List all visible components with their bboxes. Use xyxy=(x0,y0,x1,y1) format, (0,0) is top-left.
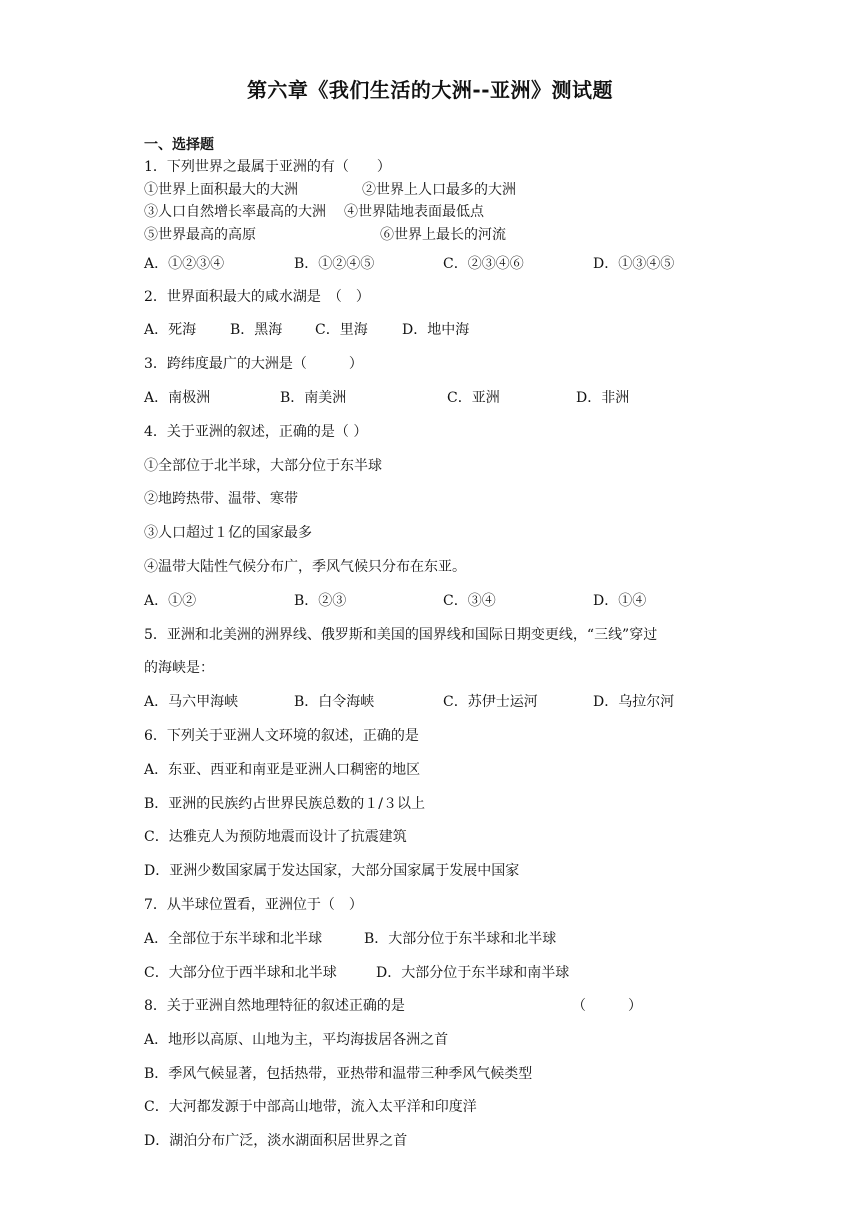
option: B．亚洲的民族约占世界民族总数的１/３以上 xyxy=(144,796,426,812)
q4-statement: ④温带大陆性气候分布广，季风气候只分布在东亚。 xyxy=(144,559,466,575)
option: D．地中海 xyxy=(402,322,470,338)
option: A．马六甲海峡 xyxy=(144,694,239,710)
option: A．地形以高原、山地为主，平均海拔居各洲之首 xyxy=(144,1032,449,1048)
option: B．大部分位于东半球和北半球 xyxy=(364,931,557,947)
question-5-stem: 5．亚洲和北美洲的洲界线、俄罗斯和美国的国界线和国际日期变更线，“三线”穿过 xyxy=(144,627,658,643)
option: B．南美洲 xyxy=(280,390,347,406)
q1-statement: ⑤世界最高的高原 xyxy=(144,227,256,243)
option: C．大河都发源于中部高山地带，流入太平洋和印度洋 xyxy=(144,1099,477,1115)
option: C．②③④⑥ xyxy=(443,256,524,272)
option: D．①③④⑤ xyxy=(593,256,675,272)
option: A．东亚、西亚和南亚是亚洲人口稠密的地区 xyxy=(144,762,421,778)
q1-statement: ①世界上面积最大的大洲 xyxy=(144,182,298,198)
option: B．①②④⑤ xyxy=(294,256,375,272)
q1-statement: ③人口自然增长率最高的大洲 xyxy=(144,204,326,220)
q4-statement: ①全部位于北半球，大部分位于东半球 xyxy=(144,458,382,474)
option: C．苏伊士运河 xyxy=(443,694,538,710)
q1-statement: ②世界上人口最多的大洲 xyxy=(362,182,516,198)
question-6-stem: 6．下列关于亚洲人文环境的叙述，正确的是 xyxy=(144,728,419,744)
q1-statement: ⑥世界上最长的河流 xyxy=(380,227,506,243)
page-title: 第六章《我们生活的大洲--亚洲》测试题 xyxy=(246,78,614,102)
question-2-stem: 2．世界面积最大的咸水湖是 （ ） xyxy=(144,289,370,305)
question-3-stem: 3．跨纬度最广的大洲是（ ） xyxy=(144,356,363,372)
option: C．里海 xyxy=(315,322,368,338)
question-1-stem: 1．下列世界之最属于亚洲的有（ ） xyxy=(144,159,391,175)
section-heading: 一、选择题 xyxy=(144,137,214,153)
q4-statement: ③人口超过１亿的国家最多 xyxy=(144,525,312,541)
option: A．死海 xyxy=(144,322,197,338)
q4-statement: ②地跨热带、温带、寒带 xyxy=(144,491,298,507)
option: D．非洲 xyxy=(576,390,630,406)
option: D．湖泊分布广泛，淡水湖面积居世界之首 xyxy=(144,1133,408,1149)
option: D．大部分位于东半球和南半球 xyxy=(376,965,570,981)
option: B．白令海峡 xyxy=(294,694,375,710)
question-5-stem-cont: 的海峡是： xyxy=(144,660,214,676)
option: A．全部位于东半球和北半球 xyxy=(144,931,323,947)
q1-statement: ④世界陆地表面最低点 xyxy=(344,204,484,220)
option: A．南极洲 xyxy=(144,390,211,406)
option: D．乌拉尔河 xyxy=(593,694,675,710)
option: A．①② xyxy=(144,593,197,609)
option: B．②③ xyxy=(294,593,347,609)
option: D．亚洲少数国家属于发达国家，大部分国家属于发展中国家 xyxy=(144,863,520,879)
option: A．①②③④ xyxy=(144,256,225,272)
question-8-stem: 8．关于亚洲自然地理特征的叙述正确的是 xyxy=(144,998,405,1014)
option: C．③④ xyxy=(443,593,496,609)
question-7-stem: 7．从半球位置看，亚洲位于（ ） xyxy=(144,897,363,913)
option: C．达雅克人为预防地震而设计了抗震建筑 xyxy=(144,829,407,845)
option: B．季风气候显著，包括热带，亚热带和温带三种季风气候类型 xyxy=(144,1066,533,1082)
option: C．大部分位于西半球和北半球 xyxy=(144,965,337,981)
question-4-stem: 4．关于亚洲的叙述，正确的是（ ） xyxy=(144,424,368,440)
option: C．亚洲 xyxy=(447,390,500,406)
answer-blank: （ ） xyxy=(572,998,642,1014)
option: B．黑海 xyxy=(230,322,283,338)
option: D．①④ xyxy=(593,593,647,609)
